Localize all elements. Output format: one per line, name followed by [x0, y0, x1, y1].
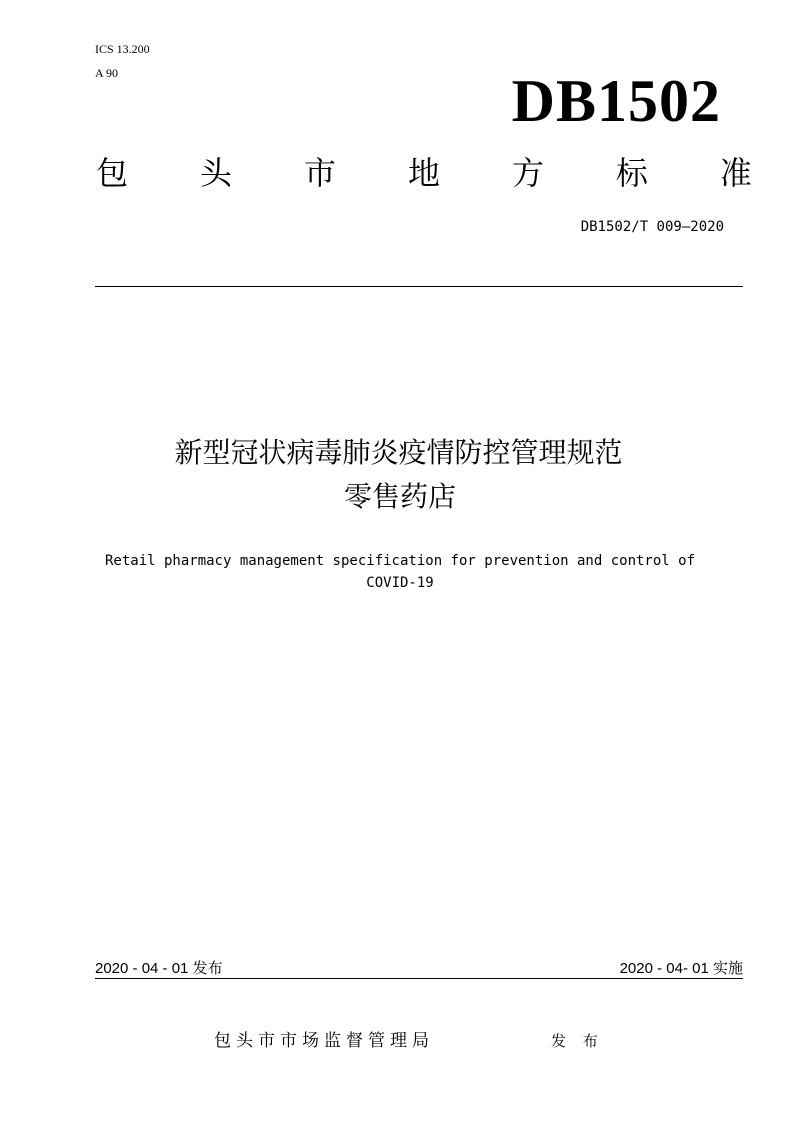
publisher-name: 包头市市场监督管理局	[214, 1031, 434, 1051]
chinese-title	[0, 431, 800, 519]
standard-number: DB1502/T 009—2020	[580, 219, 724, 235]
implementation-date: 2020 - 04- 01 实施	[619, 960, 743, 977]
publish-label: 发 布	[551, 1032, 604, 1050]
issue-date: 2020 - 04 - 01 发布	[95, 960, 223, 977]
english-title-line2: COVID-19	[366, 575, 434, 591]
standard-type-char: 地	[407, 154, 440, 192]
standard-type-char: 标	[615, 154, 648, 192]
chinese-title-line1: 新型冠状病毒肺炎疫情防控管理规范	[174, 436, 623, 469]
standard-type-char: 头	[199, 154, 232, 192]
ics-code: ICS 13.200	[95, 42, 150, 56]
standard-code-heading: DB1502	[511, 68, 721, 134]
english-title	[0, 550, 800, 594]
english-title-line1: Retail pharmacy management specification for prevention and control of	[104, 553, 695, 569]
standard-type-char: 方	[511, 154, 544, 192]
classification-code: A 90	[95, 66, 119, 80]
standard-type-char: 准	[719, 154, 752, 192]
standard-type-heading	[96, 153, 752, 193]
standard-type-char: 市	[303, 154, 336, 192]
standard-type-char: 包	[96, 154, 129, 192]
chinese-title-line2: 零售药店	[343, 480, 456, 513]
dates-divider	[95, 978, 743, 979]
header-divider	[95, 286, 743, 287]
